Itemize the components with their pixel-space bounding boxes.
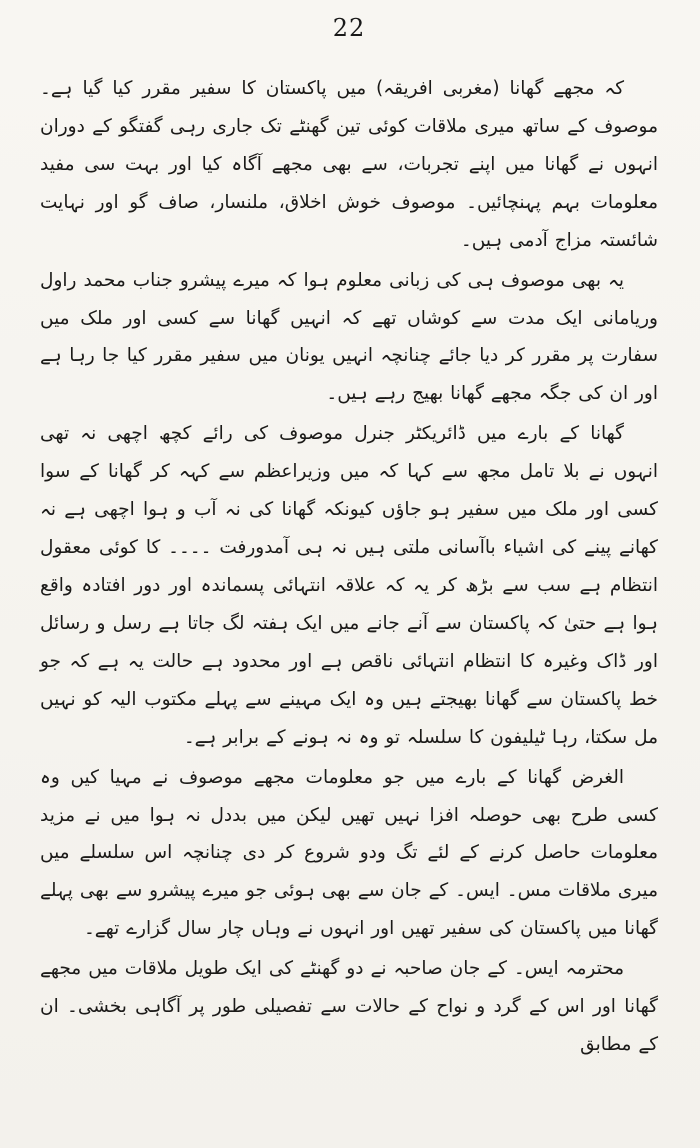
page-number: 22 bbox=[332, 14, 366, 42]
paragraph: الغرض گھانا کے بارے میں جو معلومات مجھے موصوف نے مہیا کیں وہ کسی طرح بھی حوصلہ افزا نہیں تھیں لیکن میں بددل نہ ہوا میں نے مزید معلومات حاصل کرنے کے لئے تگ ودو شروع کر دی چنانچہ اس سلسلے میں میری ملاقات مس۔ ایس۔ کے جان سے بھی ہوئی جو میرے پیشرو سے بھی پہلے گھانا میں پاکستان کی سفیر تھیں اور انہوں نے وہاں چار سال گزارے تھے۔ bbox=[40, 766, 658, 940]
paragraph: کہ مجھے گھانا (مغربی افریقہ) میں پاکستان کا سفیر مقرر کیا گیا ہے۔ موصوف کے ساتھ میری ملاقات کوئی تین گھنٹے تک جاری رہی گفتگو کے دوران انہوں نے گھانا میں اپنے تجربات، سے بھی مجھے آگاہ کیا اور بہت سی مفید معلومات بہم پہنچائیں۔ موصوف خوش اخلاق، ملنسار، صاف گو اور نہایت شائستہ مزاج آدمی ہیں۔ bbox=[40, 78, 658, 251]
paragraph: گھانا کے بارے میں ڈائریکٹر جنرل موصوف کی رائے کچھ اچھی نہ تھی انہوں نے بلا تامل مجھ سے کہا کہ میں وزیراعظم سے کہہ کر گھانا کے سوا کسی اور ملک میں سفیر ہو جاؤں کیونکہ گھانا کی نہ آب و ہوا اچھی ہے نہ کھانے پینے کی اشیاء باآسانی ملتی ہیں نہ ہی آمدورفت ۔۔۔۔ کا کوئی معقول انتظام ہے سب سے بڑھ کر یہ کہ علاقہ انتہائی پسماندہ اور دور افتادہ واقع ہوا ہے حتیٰ کہ پاکستان سے آنے جانے میں ایک ہفتہ لگ جاتا ہے رسل و رسائل اور ڈاک وغیرہ کا انتظام انتہائی ناقص ہے اور محدود ہے حالت یہ ہے کہ جو خط پاکستان سے گھانا بھیجتے ہیں وہ ایک مہینے سے پہلے مکتوب الیہ کو نہیں مل سکتا، رہا ٹیلیفون کا سلسلہ تو وہ نہ ہونے کے برابر ہے۔ bbox=[40, 423, 658, 748]
text-body bbox=[40, 70, 658, 1064]
paragraph: یہ بھی موصوف ہی کی زبانی معلوم ہوا کہ میرے پیشرو جناب محمد راول وریامانی ایک مدت سے کوشاں تھے کہ انہیں گھانا سے کسی اور ملک میں سفارت پر مقرر کر دیا جائے چنانچہ انہیں یونان میں سفیر مقرر کیا جا رہا ہے اور ان کی جگہ مجھے گھانا بھیج رہے ہیں۔ bbox=[40, 269, 658, 405]
paragraph: محترمہ ایس۔ کے جان صاحبہ نے دو گھنٹے کی ایک طویل ملاقات میں مجھے گھانا اور اس کے گرد و نواح کے حالات سے تفصیلی طور پر آگاہی بخشی۔ ان کے مطابق bbox=[40, 958, 658, 1056]
